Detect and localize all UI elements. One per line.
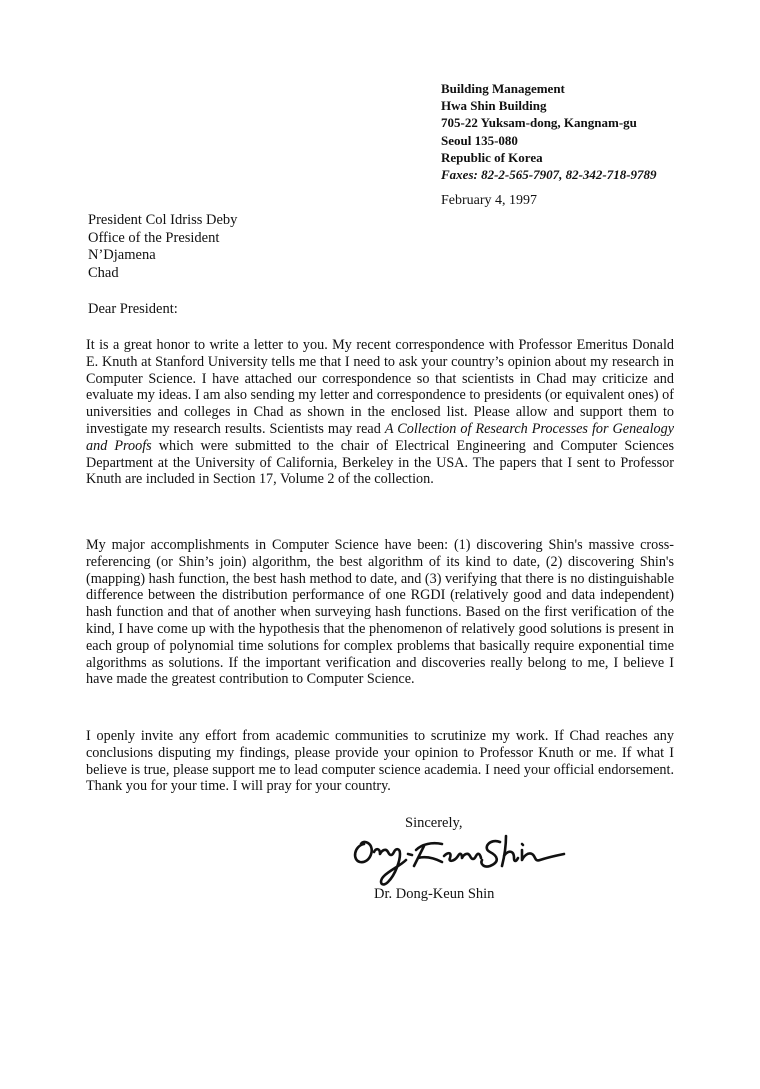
letter-date: February 4, 1997 (441, 193, 538, 208)
recipient-line: Office of the President (88, 229, 220, 246)
paragraph-invitation: I openly invite any effort from academic communities to scrutinize my work. If Chad reaches any conclusions disputing my findings, please provide your opinion to Professor Knuth or me. If what I believe is true, please support me to lead computer science academia. I need your official endorsement. Thank you for your time. I will pray for your country. (86, 728, 674, 795)
signer-name: Dr. Dong-Keun Shin (374, 886, 495, 902)
recipient-line: Chad (88, 264, 119, 281)
collection-title: A Collection of Research Processes for Genealogy and Proofs (86, 420, 674, 454)
recipient-line: N’Djamena (88, 247, 156, 263)
sender-line: Building Management (441, 81, 565, 96)
sender-line: Seoul 135-080 (441, 132, 518, 148)
sender-line: Republic of Korea (441, 149, 543, 165)
salutation: Dear President: (88, 301, 178, 317)
paragraph-text: which were submitted to the chair of Electrical Engineering and Computer Sciences Department at the University of California, Berkeley in the USA. The papers that I sent to Professor Knuth are included in Section 17, Volume 2 of the collection. (86, 437, 674, 488)
sender-address (441, 80, 657, 183)
paragraph-intro (86, 337, 674, 488)
recipient-address (88, 212, 237, 282)
handwritten-signature (350, 826, 580, 892)
sender-faxes: Faxes: 82-2-565-7907, 82-342-718-9789 (441, 167, 657, 183)
paragraph-accomplishments: My major accomplishments in Computer Science have been: (1) discovering Shin's massive cross-referencing (or Shin’s join) algorithm, the best algorithm of its kind to date, (2) discovering Shin's (mapping) hash function, the best hash method to date, and (3) verifying that there is no distinguishable difference between the distribution performance of one RGDI (relatively good and data independent) hash function and that of another when surveying hash functions. Based on the first verification of the kind, I have come up with the hypothesis that the phenomenon of relatively good solutions is present in each group of polynomial time solutions for complex problems that basically require exponential time algorithms as solutions. If the important verification and discoveries really belong to me, I believe I have made the greatest contribution to Computer Science. (86, 537, 674, 688)
recipient-line: President Col Idriss Deby (88, 212, 238, 228)
sender-line: Hwa Shin Building (441, 98, 547, 114)
paragraph-text: It is a great honor to write a letter to you. My recent correspondence with Professor Emeritus Donald E. Knuth at Stanford University tells me that I need to ask your country’s opinion about my research in Computer Science. I have attached our correspondence so that scientists in Chad may criticize and evaluate my ideas. I am also sending my letter and correspondence to presidents (or equivalent ones) of universities and colleges in Chad as shown in the enclosed list. Please allow and support them to investigate my research results. Scientists may read (86, 337, 674, 437)
sender-line: 705-22 Yuksam-dong, Kangnam-gu (441, 115, 637, 131)
closing: Sincerely, (405, 815, 463, 831)
